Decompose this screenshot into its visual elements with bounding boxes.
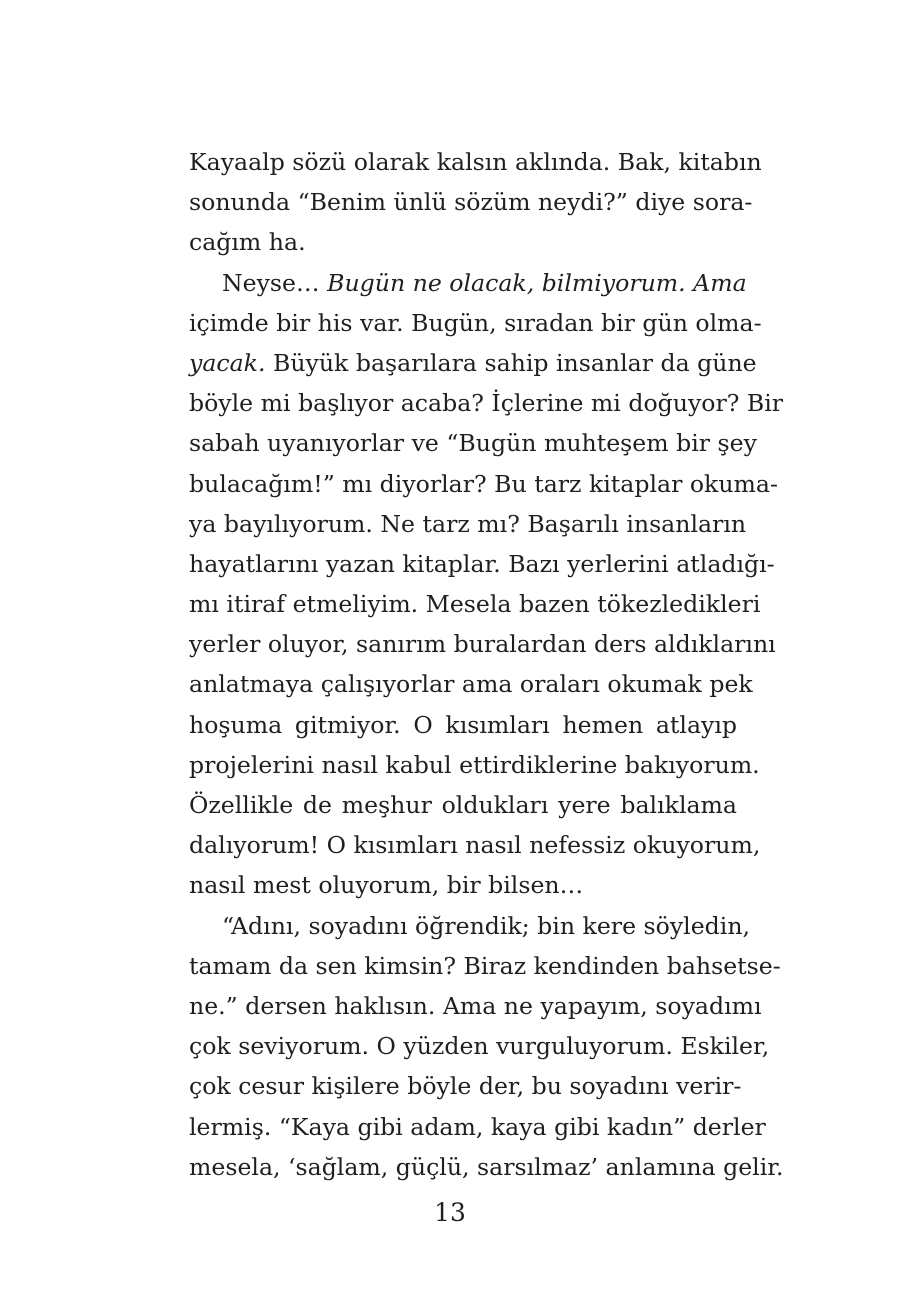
text-line: dalıyorum! O kısımları nasıl nefessiz okuyorum,: [189, 831, 761, 860]
text-line: tamam da sen kimsin? Biraz kendinden bahsetse-: [189, 951, 781, 980]
text-line: [189, 343, 757, 383]
text-line: çok cesur kişilere böyle der, bu soyadını verir-: [189, 1072, 742, 1101]
text-line: mı itiraf etmeliyim. Mesela bazen tökezledikleri: [189, 590, 761, 619]
text-line: projelerini nasıl kabul ettirdiklerine bakıyorum.: [189, 750, 760, 779]
italic-text-run: Bugün ne olacak, bilmiyorum. Ama: [327, 268, 747, 297]
page-number: 13: [434, 1198, 466, 1227]
text-line: bulacağım!” mı diyorlar? Bu tarz kitaplar okuma-: [189, 469, 778, 498]
text-line: “Adını, soyadını öğrendik; bin kere söyledin,: [222, 911, 751, 940]
italic-text-run: yacak.: [189, 348, 266, 377]
text-line: sabah uyanıyorlar ve “Bugün muhteşem bir şey: [189, 429, 757, 458]
text-line: hoşuma gitmiyor. O kısımları hemen atlayıp: [189, 710, 737, 739]
text-line: mesela, ‘sağlam, güçlü, sarsılmaz’ anlamına gelir.: [189, 1152, 784, 1181]
body-text: [189, 142, 784, 1187]
text-line: nasıl mest oluyorum, bir bilsen…: [189, 871, 584, 900]
text-line: çok seviyorum. O yüzden vurguluyorum. Eskiler,: [189, 1032, 770, 1061]
text-line: lermiş. “Kaya gibi adam, kaya gibi kadın” derler: [189, 1112, 766, 1141]
text-run: Büyük başarılara sahip insanlar da güne: [265, 348, 757, 377]
text-line: anlatmaya çalışıyorlar ama oraları okumak pek: [189, 670, 753, 699]
text-line: Kayaalp sözü olarak kalsın aklında. Bak, kitabın: [189, 148, 762, 176]
text-run: Neyse…: [222, 268, 328, 297]
text-line: yerler oluyor, sanırım buralardan ders aldıklarını: [189, 630, 776, 659]
text-line: sonunda “Benim ünlü sözüm neydi?” diye sora-: [189, 188, 753, 217]
text-line: hayatlarını yazan kitaplar. Bazı yerlerini atladığı-: [189, 549, 775, 578]
text-line: cağım ha.: [189, 228, 306, 257]
text-line: Özellikle de meşhur oldukları yere balıklama: [189, 791, 737, 819]
text-line: [189, 263, 747, 303]
text-line: ne.” dersen haklısın. Ama ne yapayım, soyadımı: [189, 991, 762, 1020]
text-line: böyle mi başlıyor acaba? İçlerine mi doğuyor? Bir: [189, 389, 784, 418]
text-line: ya bayılıyorum. Ne tarz mı? Başarılı insanların: [189, 509, 747, 538]
text-line: içimde bir his var. Bugün, sıradan bir gün olma-: [189, 308, 762, 337]
